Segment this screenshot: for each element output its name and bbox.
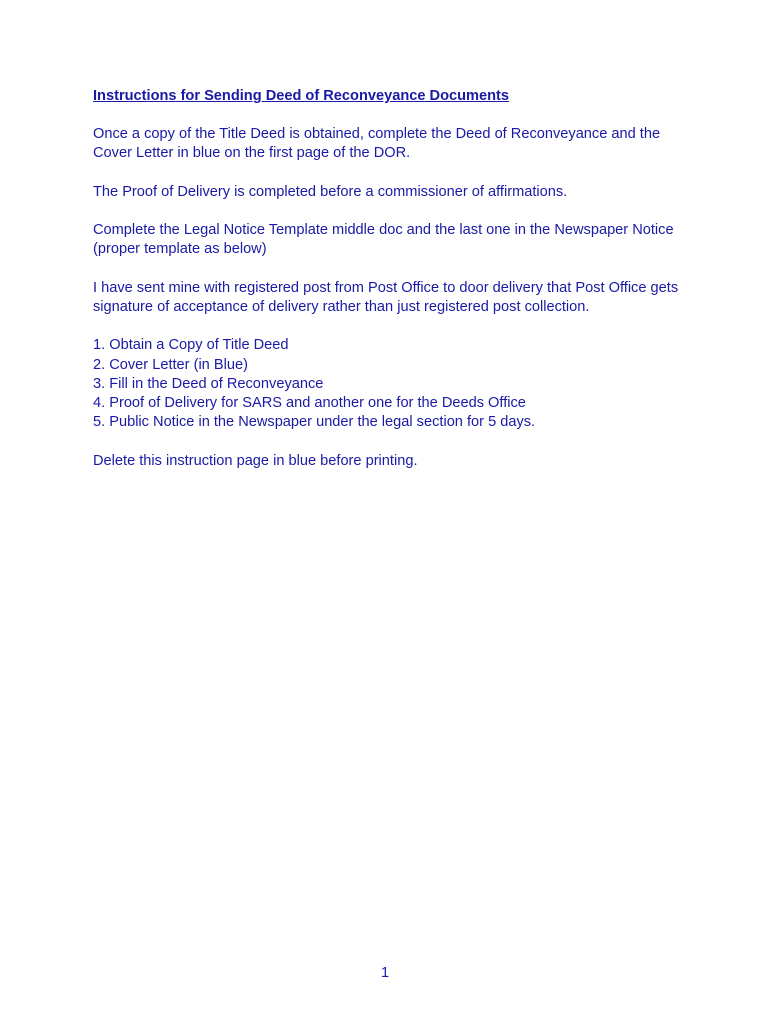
closing-note: Delete this instruction page in blue before printing.	[93, 452, 418, 469]
steps-list	[93, 336, 693, 432]
paragraph-registered-post: I have sent mine with registered post from Post Office to door delivery that Post Office gets signature of acceptance of delivery rather than just registered post collection.	[93, 279, 679, 315]
list-item: 3. Fill in the Deed of Reconveyance	[93, 375, 324, 392]
list-item: 1. Obtain a Copy of Title Deed	[93, 337, 289, 354]
list-item: 4. Proof of Delivery for SARS and another one for the Deeds Office	[93, 394, 526, 411]
document-title: Instructions for Sending Deed of Reconveyance Documents	[93, 88, 510, 104]
paragraph-proof-of-delivery: The Proof of Delivery is completed before a commissioner of affirmations.	[93, 183, 568, 200]
list-item: 2. Cover Letter (in Blue)	[93, 356, 248, 373]
paragraph-legal-notice: Complete the Legal Notice Template middle doc and the last one in the Newspaper Notice (proper template as below)	[93, 222, 674, 258]
paragraph-title-deed: Once a copy of the Title Deed is obtained, complete the Deed of Reconveyance and the Cover Letter in blue on the first page of the DOR.	[93, 126, 661, 162]
page-number: 1	[380, 965, 390, 981]
list-item: 5. Public Notice in the Newspaper under the legal section for 5 days.	[93, 414, 536, 431]
instruction-content	[93, 87, 693, 490]
